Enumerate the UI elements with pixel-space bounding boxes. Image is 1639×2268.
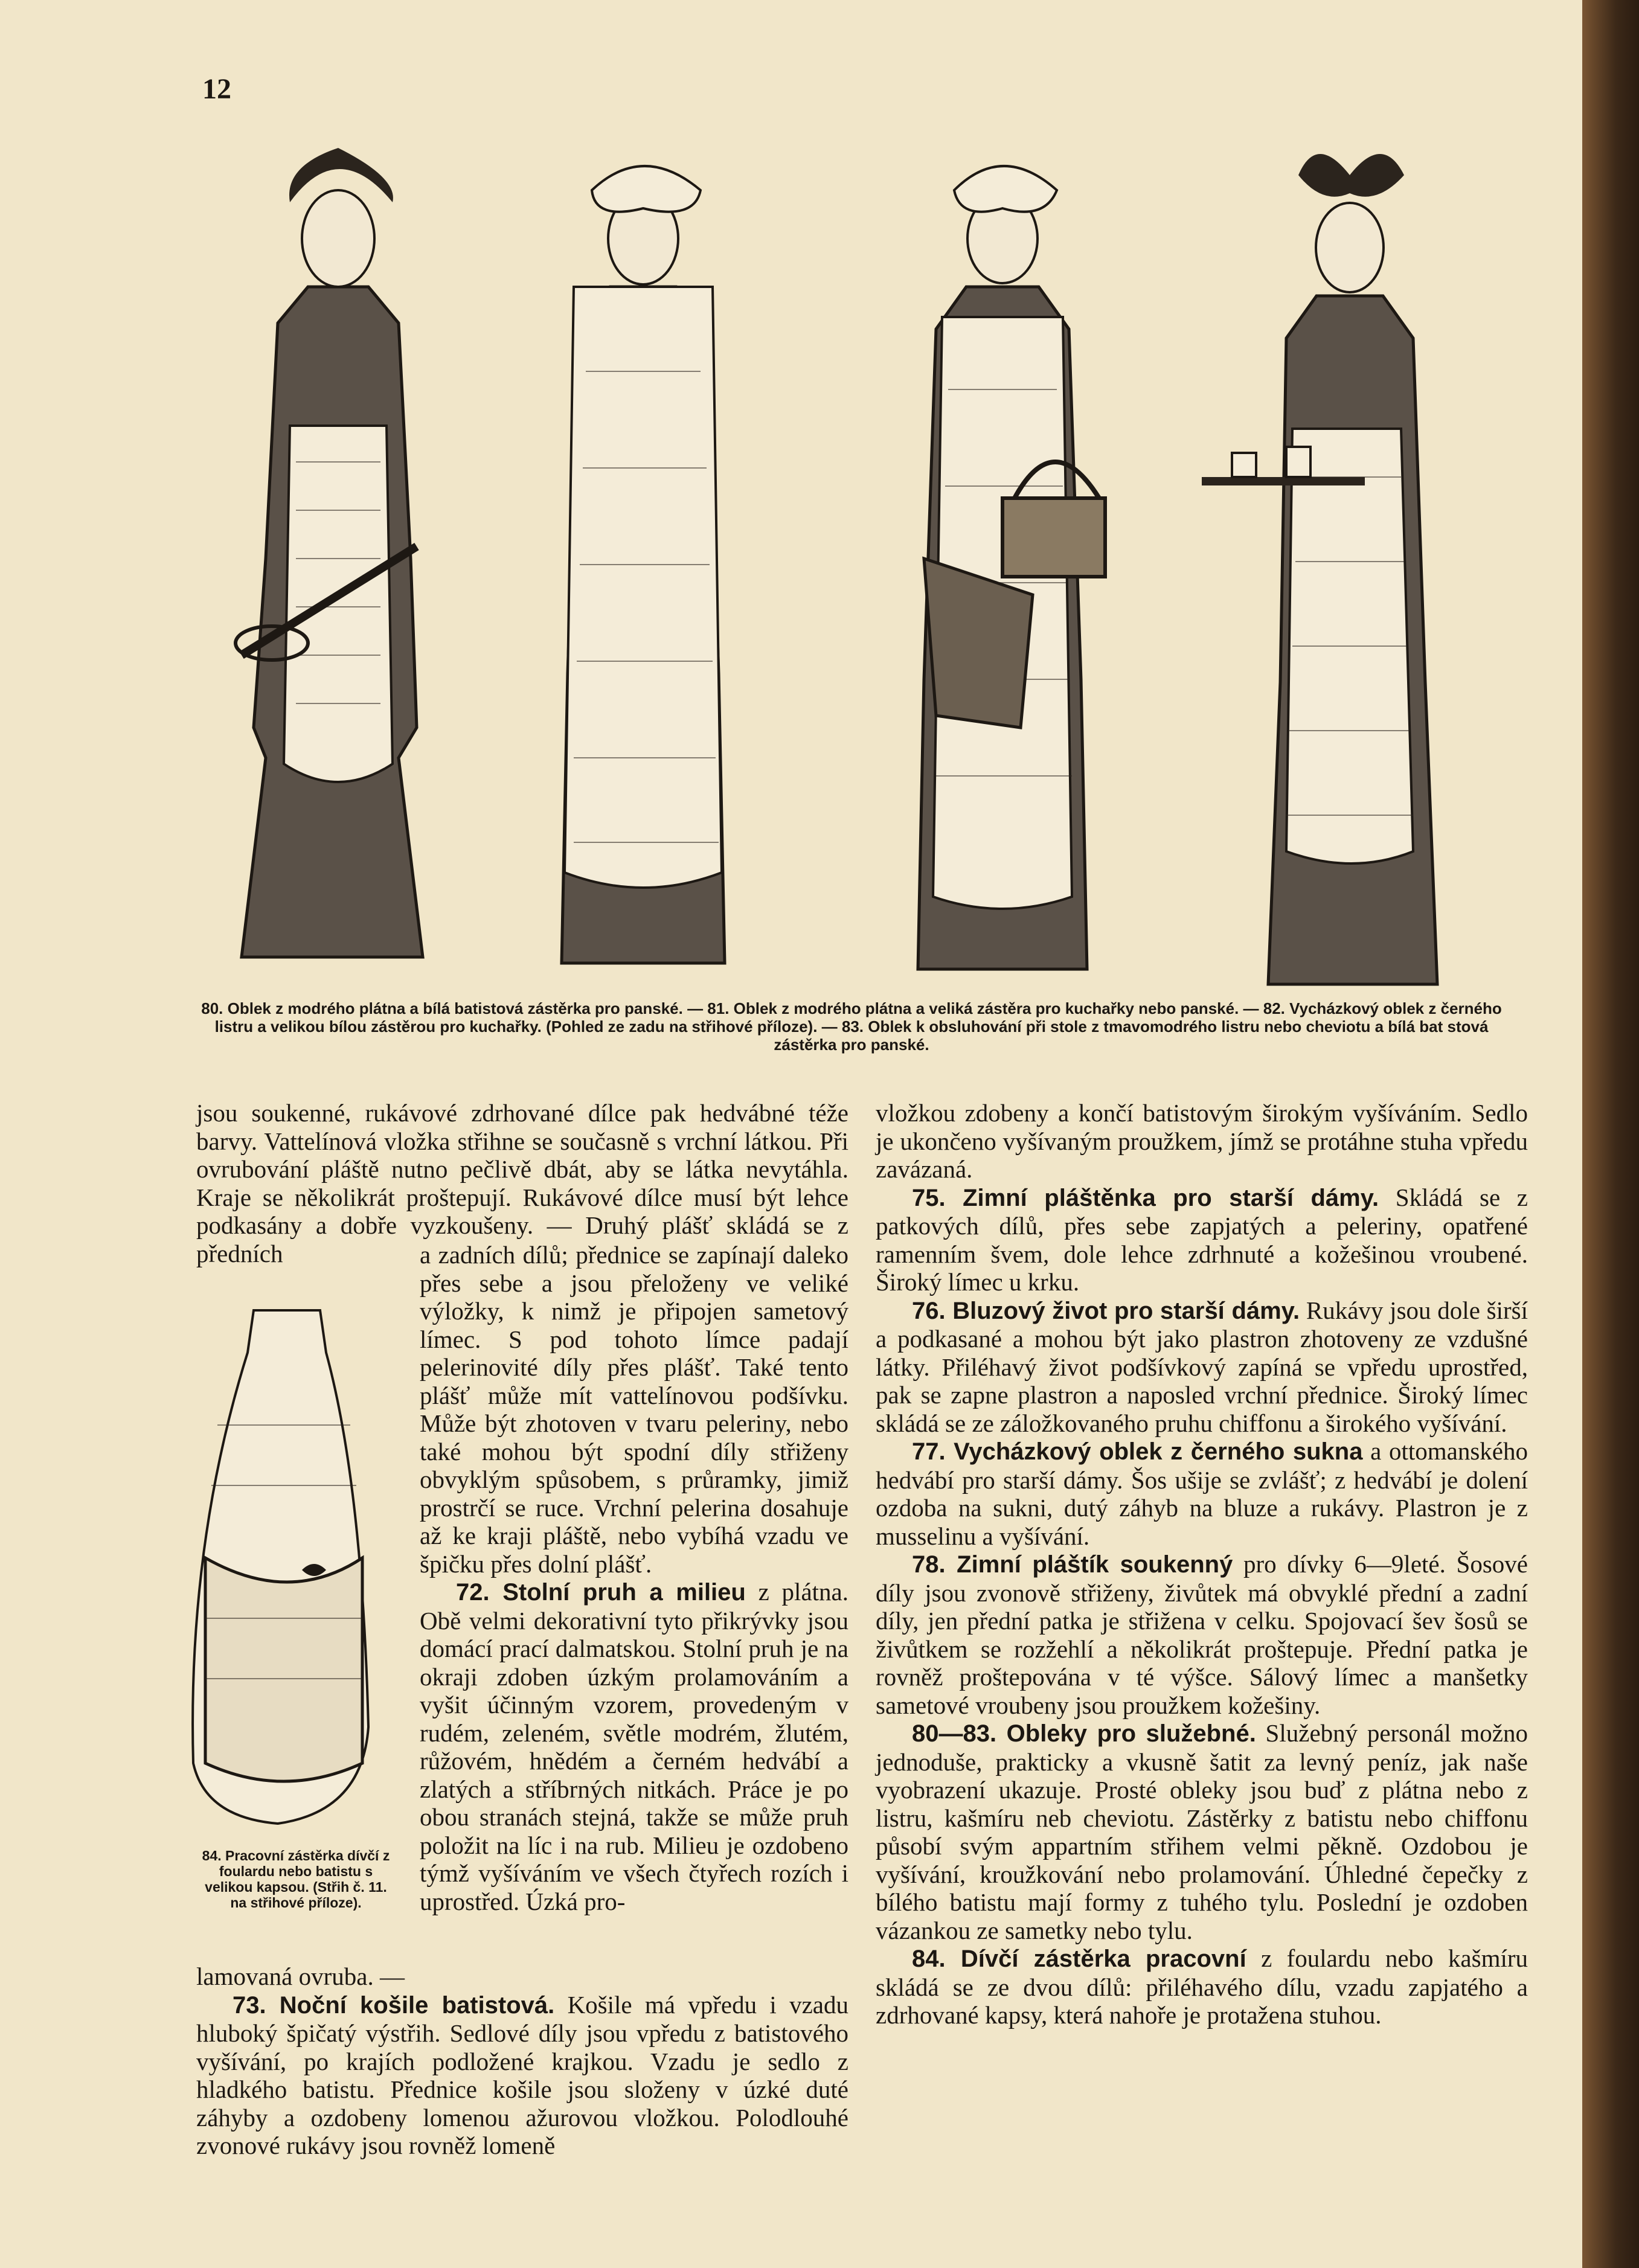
paragraph-76 [876, 1296, 1528, 1438]
left-column-side [420, 1241, 848, 1915]
book-spine-edge [1582, 0, 1639, 2268]
paragraph-78 [876, 1550, 1528, 1719]
figure-84-illustration [181, 1304, 380, 1836]
main-figure-caption: 80. Oblek z modrého plátna a bílá batistová zástěrka pro panské. — 81. Oblek z modrého plátna a veliká zástěra pro kuchařky nebo panské. — 82. Vycházkový oblek z černého listru a velikou bílou zástěrou pro kuchařky. (Pohled ze zadu na střihové příloze). — 83. Oblek k obsluhování při stole z tmavomodrého listru nebo cheviotu a bílá bat stová zástěrka pro panské. [201, 999, 1502, 1054]
paragraph-77 [876, 1437, 1528, 1550]
body-84: z foulardu nebo kašmíru skládá se ze dvou dílů: přiléhavého dílu, vzadu zapjatého a zdrhované kapsy, která nahoře je protažena stuhou. [876, 1944, 1528, 2029]
paragraph-73-end: vložkou zdobeny a končí batistovým širokým vyšíváním. Sedlo je ukončeno vyšívaným proužkem, jímž se protáhne stuha vpředu zavázaná. [876, 1099, 1528, 1183]
body-78: pro dívky 6—9leté. Šosové díly jsou zvonově střiženy, živůtek má obvyklé přední a zadní díly, jen přední patka je střižena v celku. Spojovací šev šosů se živůtkem se rozžehlí a několikrát proštepuje. Přední patka je rovněž proštepována v té výšce. Sálový límec a manšetky sametové vroubeny jsou proužkem kožešiny. [876, 1550, 1528, 1719]
right-column [876, 1099, 1528, 2029]
body-77: a ottomanského hedvábí pro starší dámy. Šos ušije se zvlášť; z hedvábí je dolení ozdoba na sukni, dutý záhyb na bluze a rukávy. Plastron je z musselinu a vyšívání. [876, 1437, 1528, 1550]
left-column-bottom [196, 1962, 848, 2160]
paragraph-80-83 [876, 1719, 1528, 1944]
heading-73: 73. Noční košile batistová. [233, 1991, 555, 2019]
body-75: Skládá se z patkových dílů, přes sebe zapjatých a peleriny, opatřené ramenním švem, dole lehce zdrhnuté a kožešinou vroubené. Široký límec u krku. [876, 1183, 1528, 1296]
figure-81-illustration [519, 130, 767, 981]
heading-75: 75. Zimní pláštěnka pro starší dámy. [912, 1184, 1379, 1211]
figure-82-illustration [864, 136, 1147, 981]
paragraph-73 [196, 1991, 848, 2160]
heading-80-83: 80—83. Obleky pro služebné. [912, 1720, 1256, 1747]
apron-figure-caption: 84. Pracovní zástěrka dívčí z foulardu nebo batistu s velikou kapsou. (Střih č. 11. na střihové příloze). [202, 1848, 390, 1911]
paragraph-84 [876, 1944, 1528, 2029]
figure-83-illustration [1196, 139, 1486, 996]
heading-72: 72. Stolní pruh a milieu [456, 1579, 746, 1606]
heading-76: 76. Bluzový život pro starší dámy. [912, 1297, 1300, 1324]
body-72: z plátna. Obě velmi dekorativní tyto přikrývky jsou domácí prací dalmatskou. Stolní pruh je na okraji zdoben úzkým prolamováním a vyšit účinným vzorem, provedeným v rudém, zeleném, světle modrém, žlutém, růžovém, hnědém a černém hedvábí a zlatých a stříbrných nitkách. Práce je po obou stranách stejná, takže se může pruh položit na líc i na rub. Milieu je ozdobeno týmž vyšíváním ve všech čtyřech rozích i uprostřed. Úzká pro- [420, 1578, 848, 1915]
paragraph-72-end: lamovaná ovruba. — [196, 1962, 405, 1990]
heading-78: 78. Zimní pláštík soukenný [912, 1551, 1233, 1578]
paragraph-72 [420, 1578, 848, 1915]
page-number: 12 [202, 73, 231, 105]
body-76: Rukávy jsou dole širší a podkasané a mohou být jako plastron zhotoveny ze vzdušné látky. Přiléhavý život podšívkový zapíná se vpředu uprostřed, pak se zapne plastron a naposled vrchní přednice. Široký límec skládá se ze záložkovaného pruhu chiffonu a širokého vyšívání. [876, 1296, 1528, 1437]
body-80-83: Služebný personál možno jednoduše, prakticky a vkusně šatit za levný peníz, jak naše vyobrazení ukazuje. Prosté obleky jsou buď z plátna nebo z listru, kašmíru neb cheviotu. Zástěrky z batistu nebo chiffonu působí svým appartním střihem velmi pěkně. Ozdobou je vyšívání, kroužkování nebo prolamování. Úhledné čepečky z bílého batistu mají formy z tuhého tylu. Poslední je ozdoben vázankou ze sametky nebo tylu. [876, 1719, 1528, 1944]
heading-84: 84. Dívčí zástěrka pracovní [912, 1946, 1246, 1972]
coat-text-a: jsou soukenné, rukávové zdrhované dílce pak hedvábné téže barvy. Vattelínová vložka střihne se současně s vrchní látkou. Při ovrubování pláště nutno pečlivě dbát, aby se látka nevytáhla. Kraje se několikrát proštepují. Rukávové dílce musí být lehce podkasány a dobře vyzkoušeny. — Druhý plášť skládá se z předních [196, 1099, 848, 1267]
paragraph-75 [876, 1184, 1528, 1296]
figure-80-illustration [217, 124, 459, 981]
heading-77: 77. Vycházkový oblek z černého sukna [912, 1438, 1363, 1465]
paragraph-coat-end: a zadních dílů; přednice se zapínají daleko přes sebe a jsou přeloženy ve veliké výložky, k nimž je připojen sametový límec. S pod tohoto límce padají pelerinovité díly přes plášť. Také tento plášť může mít vattelínovou podšívku. Může být zhotoven v tvaru peleriny, nebo také mohou být spodní díly střiženy obvyklým spůsobem, s průramky, jimiž prostrčí se ruce. Vrchní pelerina dosahuje až ke kraji pláště, nebo vybíhá vzadu ve špičku přes dolní plášť. [420, 1241, 848, 1578]
body-73: Košile má vpředu i vzadu hluboký špičatý výstřih. Sedlové díly jsou vpředu z batistového vyšívání, po krajích podložené krajkou. Vzadu je sedlo z hladkého batistu. Přednice košile jsou složeny v úzké duté záhyby a ozdobeny lomenou ažurovou vložkou. Polodlouhé zvonové rukávy jsou rovněž lomeně [196, 1990, 848, 2159]
